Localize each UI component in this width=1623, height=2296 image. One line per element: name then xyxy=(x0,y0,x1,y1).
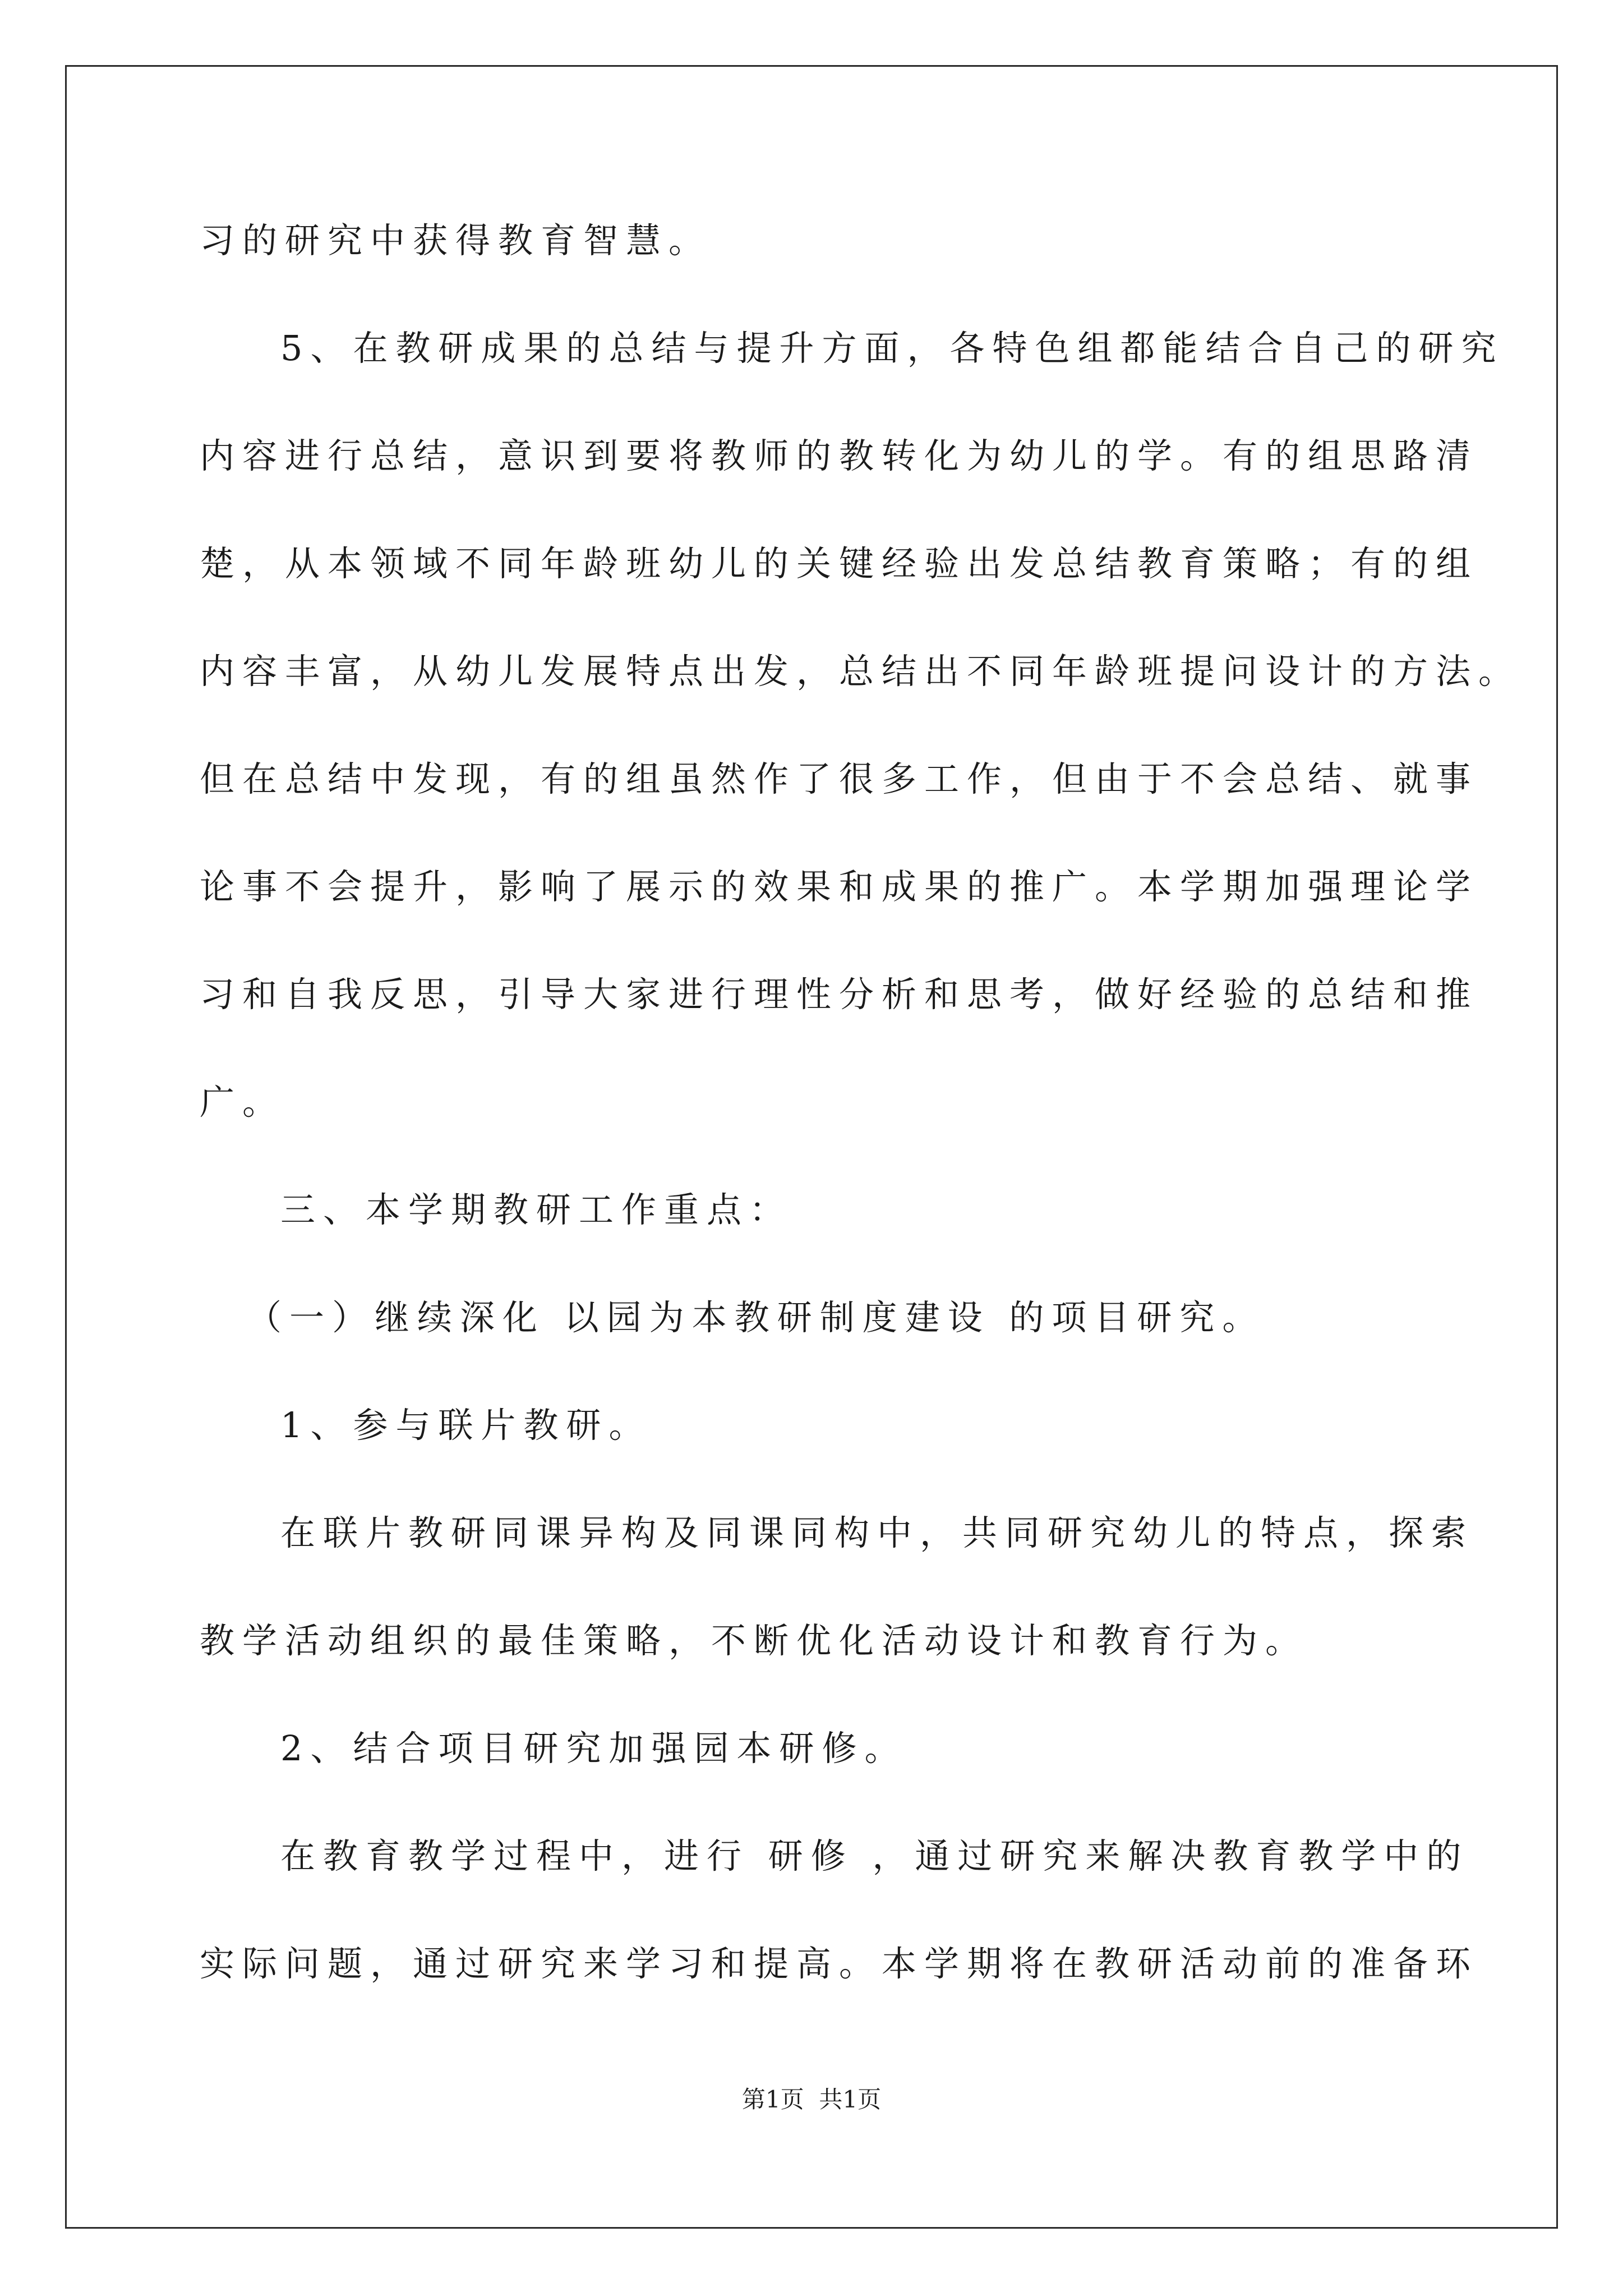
text-line: 楚，从本领域不同年龄班幼儿的关键经验出发总结教育策略；有的组 xyxy=(200,543,1479,584)
text-line: 5、在教研成果的总结与提升方面，各特色组都能结合自己的研究 xyxy=(280,328,1504,369)
text-line: 习的研究中获得教育智慧。 xyxy=(200,220,712,261)
page-border xyxy=(65,65,1558,2229)
text-line: 习和自我反思，引导大家进行理性分析和思考，做好经验的总结和推 xyxy=(200,974,1479,1015)
text-line: 实际问题，通过研究来学习和提高。本学期将在教研活动前的准备环 xyxy=(200,1943,1479,1984)
text-line: 教学活动组织的最佳策略，不断优化活动设计和教育行为。 xyxy=(200,1620,1308,1661)
text-line: 内容进行总结，意识到要将教师的教转化为幼儿的学。有的组思路清 xyxy=(200,435,1479,476)
subsection-heading: （一）继续深化 以园为本教研制度建设 的项目研究。 xyxy=(247,1297,1265,1338)
page-footer: 第1页 共1页 xyxy=(741,2086,882,2113)
item-heading: 2、结合项目研究加强园本研修。 xyxy=(280,1728,907,1769)
text-line: 内容丰富，从幼儿发展特点出发，总结出不同年龄班提问设计的方法。 xyxy=(200,651,1521,692)
text-line: 但在总结中发现，有的组虽然作了很多工作，但由于不会总结、就事 xyxy=(200,758,1479,799)
section-heading: 三、本学期教研工作重点： xyxy=(280,1189,792,1230)
text-line: 广。 xyxy=(200,1082,285,1122)
text-line: 在联片教研同课异构及同课同构中，共同研究幼儿的特点，探索 xyxy=(280,1512,1474,1553)
text-line: 论事不会提升，影响了展示的效果和成果的推广。本学期加强理论学 xyxy=(200,866,1479,907)
text-line: 在教育教学过程中，进行 研修 ，通过研究来解决教育教学中的 xyxy=(280,1835,1469,1876)
item-heading: 1、参与联片教研。 xyxy=(280,1405,652,1446)
